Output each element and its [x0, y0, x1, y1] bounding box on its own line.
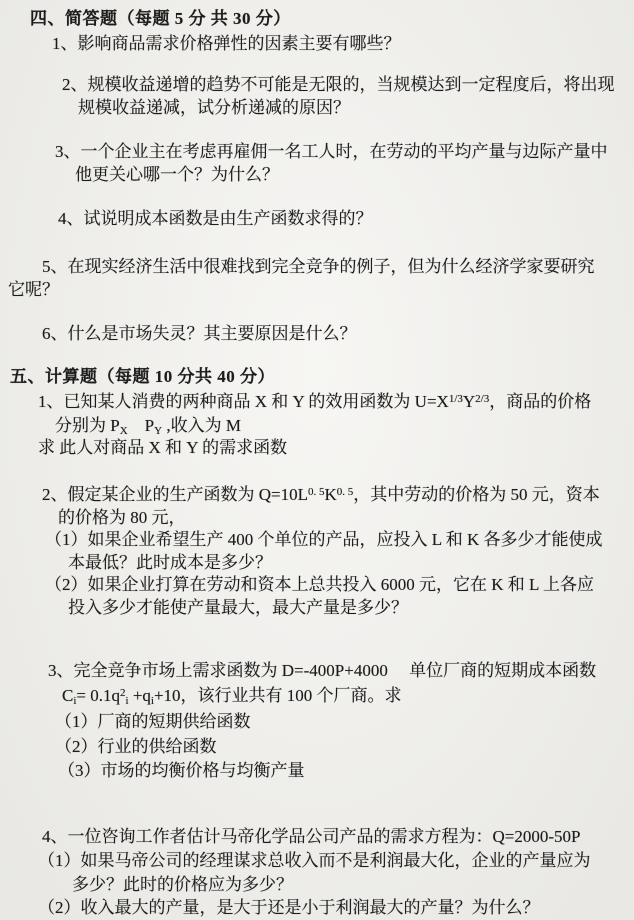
s5-q4-line1: 4、一位咨询工作者估计马帝化学品公司产品的需求方程为：Q=2000-50P [42, 827, 581, 846]
s5-q3-line1: 3、完全竞争市场上需求函数为 D=-400P+4000 单位厂商的短期成本函数 [48, 661, 597, 680]
s4-q2-line2: 规模收益递减，试分析递减的原因？ [78, 98, 350, 117]
s5-q3-line2: $C_i= 0.1q^2_i +q_i+10$，该行业共有 100 个厂商。求 [62, 686, 402, 707]
s5-q3-line3: （1）厂商的短期供给函数 [55, 712, 251, 731]
s4-q3-line2: 他更关心哪一个？为什么？ [75, 165, 279, 184]
section4-heading: 四、简答题（每题 5 分 共 30 分） [30, 9, 291, 28]
s5-q4-line4: （2）收入最大的产量，是大于还是小于利润最大的产量？为什么？ [38, 898, 540, 917]
s5-q2-line3: （1）如果企业希望生产 400 个单位的产品，应投入 L 和 K 各多少才能使成 [45, 530, 603, 549]
s4-q3-line1: 3、一个企业主在考虑再雇佣一名工人时，在劳动的平均产量与边际产量中 [55, 142, 608, 161]
s5-q2-line4: 本最低？此时成本是多少？ [68, 553, 272, 572]
s4-q5-line2: 它呢？ [8, 280, 59, 299]
s4-q5-line1: 5、在现实经济生活中很难找到完全竞争的例子，但为什么经济学家要研究 [42, 257, 595, 276]
s5-q3-line5: （3）市场的均衡价格与均衡产量 [58, 761, 305, 780]
s5-q1-line1: 1、已知某人消费的两种商品 X 和 Y 的效用函数为 $U=X^{1/3}Y^{2/3}$，商品的价格 [38, 392, 592, 411]
s5-q2-line5: （2）如果企业打算在劳动和资本上总共投入 6000 元，它在 K 和 L 上各应 [45, 575, 595, 594]
s5-q2-line1: 2、假定某企业的生产函数为 $Q=10L^{0. 5}K^{0. 5}$，其中劳动的价格为 50 元，资本 [42, 485, 600, 504]
s5-q1-line3: 求 此人对商品 X 和 Y 的需求函数 [38, 438, 288, 457]
s5-q2-line6: 投入多少才能使产量最大，最大产量是多少？ [68, 598, 408, 617]
s5-q1-line2: 分别为 $P_X$ $P_Y$ ,收入为 M [55, 416, 241, 437]
s5-q3-line4: （2）行业的供给函数 [55, 737, 217, 756]
section5-heading: 五、计算题（每题 10 分共 40 分） [10, 367, 275, 386]
s5-q4-line3: 多少？此时的价格应为多少？ [72, 875, 293, 894]
s4-q4-line1: 4、试说明成本函数是由生产函数求得的？ [58, 209, 373, 228]
s4-q2-line1: 2、规模收益递增的趋势不可能是无限的，当规模达到一定程度后，将出现 [62, 75, 615, 94]
s4-q1-line1: 1、影响商品需求价格弹性的因素主要有哪些？ [52, 34, 401, 53]
s5-q2-line2: 的价格为 80 元， [58, 508, 186, 527]
s4-q6-line1: 6、什么是市场失灵？其主要原因是什么？ [42, 324, 357, 343]
s5-q4-line2: （1）如果马帝公司的经理谋求总收入而不是利润最大化，企业的产量应为 [38, 851, 591, 870]
